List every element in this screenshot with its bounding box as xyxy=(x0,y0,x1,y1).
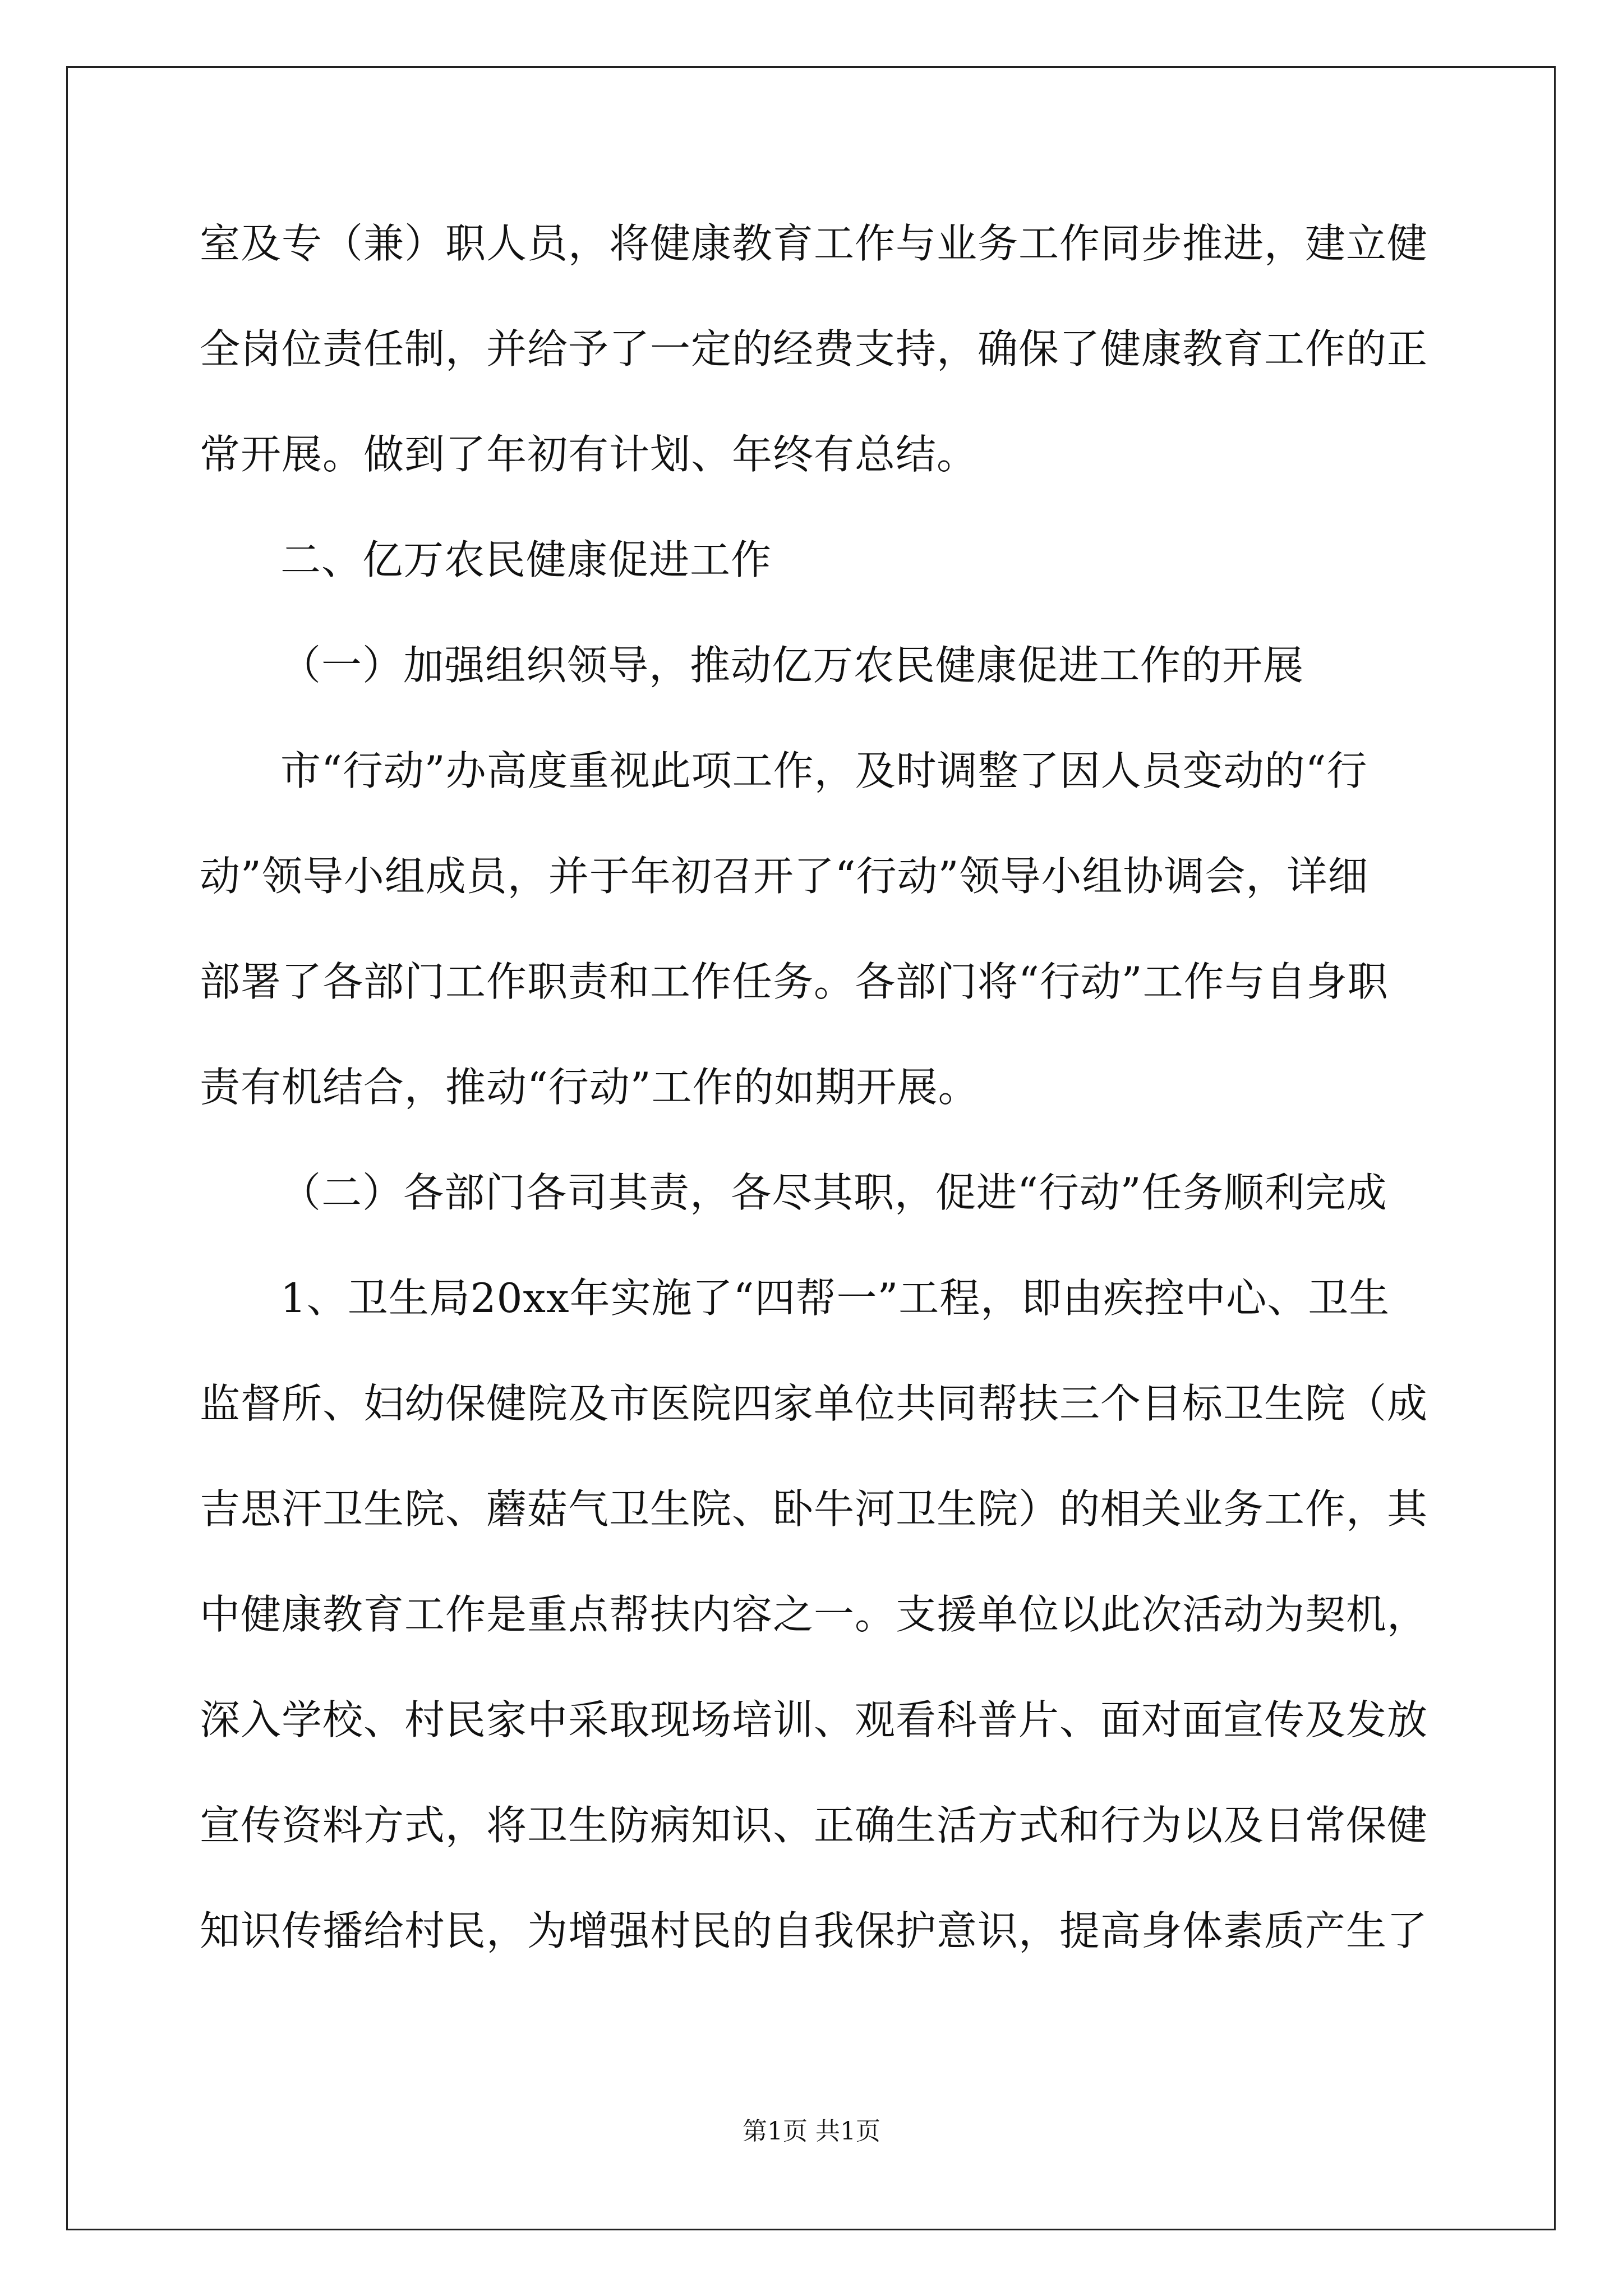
text-line: 动”领导小组成员，并于年初召开了“行动”领导小组协调会，详细 xyxy=(200,853,1369,900)
text-line: 责有机结合，推动“行动”工作的如期开展。 xyxy=(200,1064,979,1111)
text-line: 常开展。做到了年初有计划、年终有总结。 xyxy=(200,431,978,478)
text-line: 部署了各部门工作职责和工作任务。各部门将“行动”工作与自身职 xyxy=(200,958,1389,1005)
text-line: 宣传资料方式，将卫生防病知识、正确生活方式和行为以及日常保健 xyxy=(200,1802,1428,1849)
text-line: 知识传播给村民，为增强村民的自我保护意识，提高身体素质产生了 xyxy=(200,1907,1428,1954)
document-body xyxy=(200,191,1433,1984)
text-line: 室及专（兼）职人员，将健康教育工作与业务工作同步推进，建立健 xyxy=(200,220,1428,267)
paragraph-start: 市“行动”办高度重视此项工作，及时调整了因人员变动的“行 xyxy=(280,747,1368,794)
paragraph-start: 1、卫生局20xx年实施了“四帮一”工程，即由疾控中心、卫生 xyxy=(280,1274,1390,1322)
section-heading: 二、亿万农民健康促进工作 xyxy=(280,536,772,583)
text-line: 深入学校、村民家中采取现场培训、观看科普片、面对面宣传及发放 xyxy=(200,1696,1428,1743)
text-line: 吉思汗卫生院、蘑菇气卫生院、卧牛河卫生院）的相关业务工作，其 xyxy=(200,1485,1428,1533)
text-line: 中健康教育工作是重点帮扶内容之一。支援单位以此次活动为契机， xyxy=(200,1591,1428,1638)
page-number-footer: 第1页 共1页 xyxy=(743,2117,880,2146)
subsection-heading: （一）加强组织领导，推动亿万农民健康促进工作的开展 xyxy=(280,642,1304,689)
text-line: 监督所、妇幼保健院及市医院四家单位共同帮扶三个目标卫生院（成 xyxy=(200,1380,1428,1427)
subsection-heading: （二）各部门各司其责，各尽其职，促进“行动”任务顺利完成 xyxy=(280,1169,1387,1216)
text-line: 全岗位责任制，并给予了一定的经费支持，确保了健康教育工作的正 xyxy=(200,325,1428,372)
